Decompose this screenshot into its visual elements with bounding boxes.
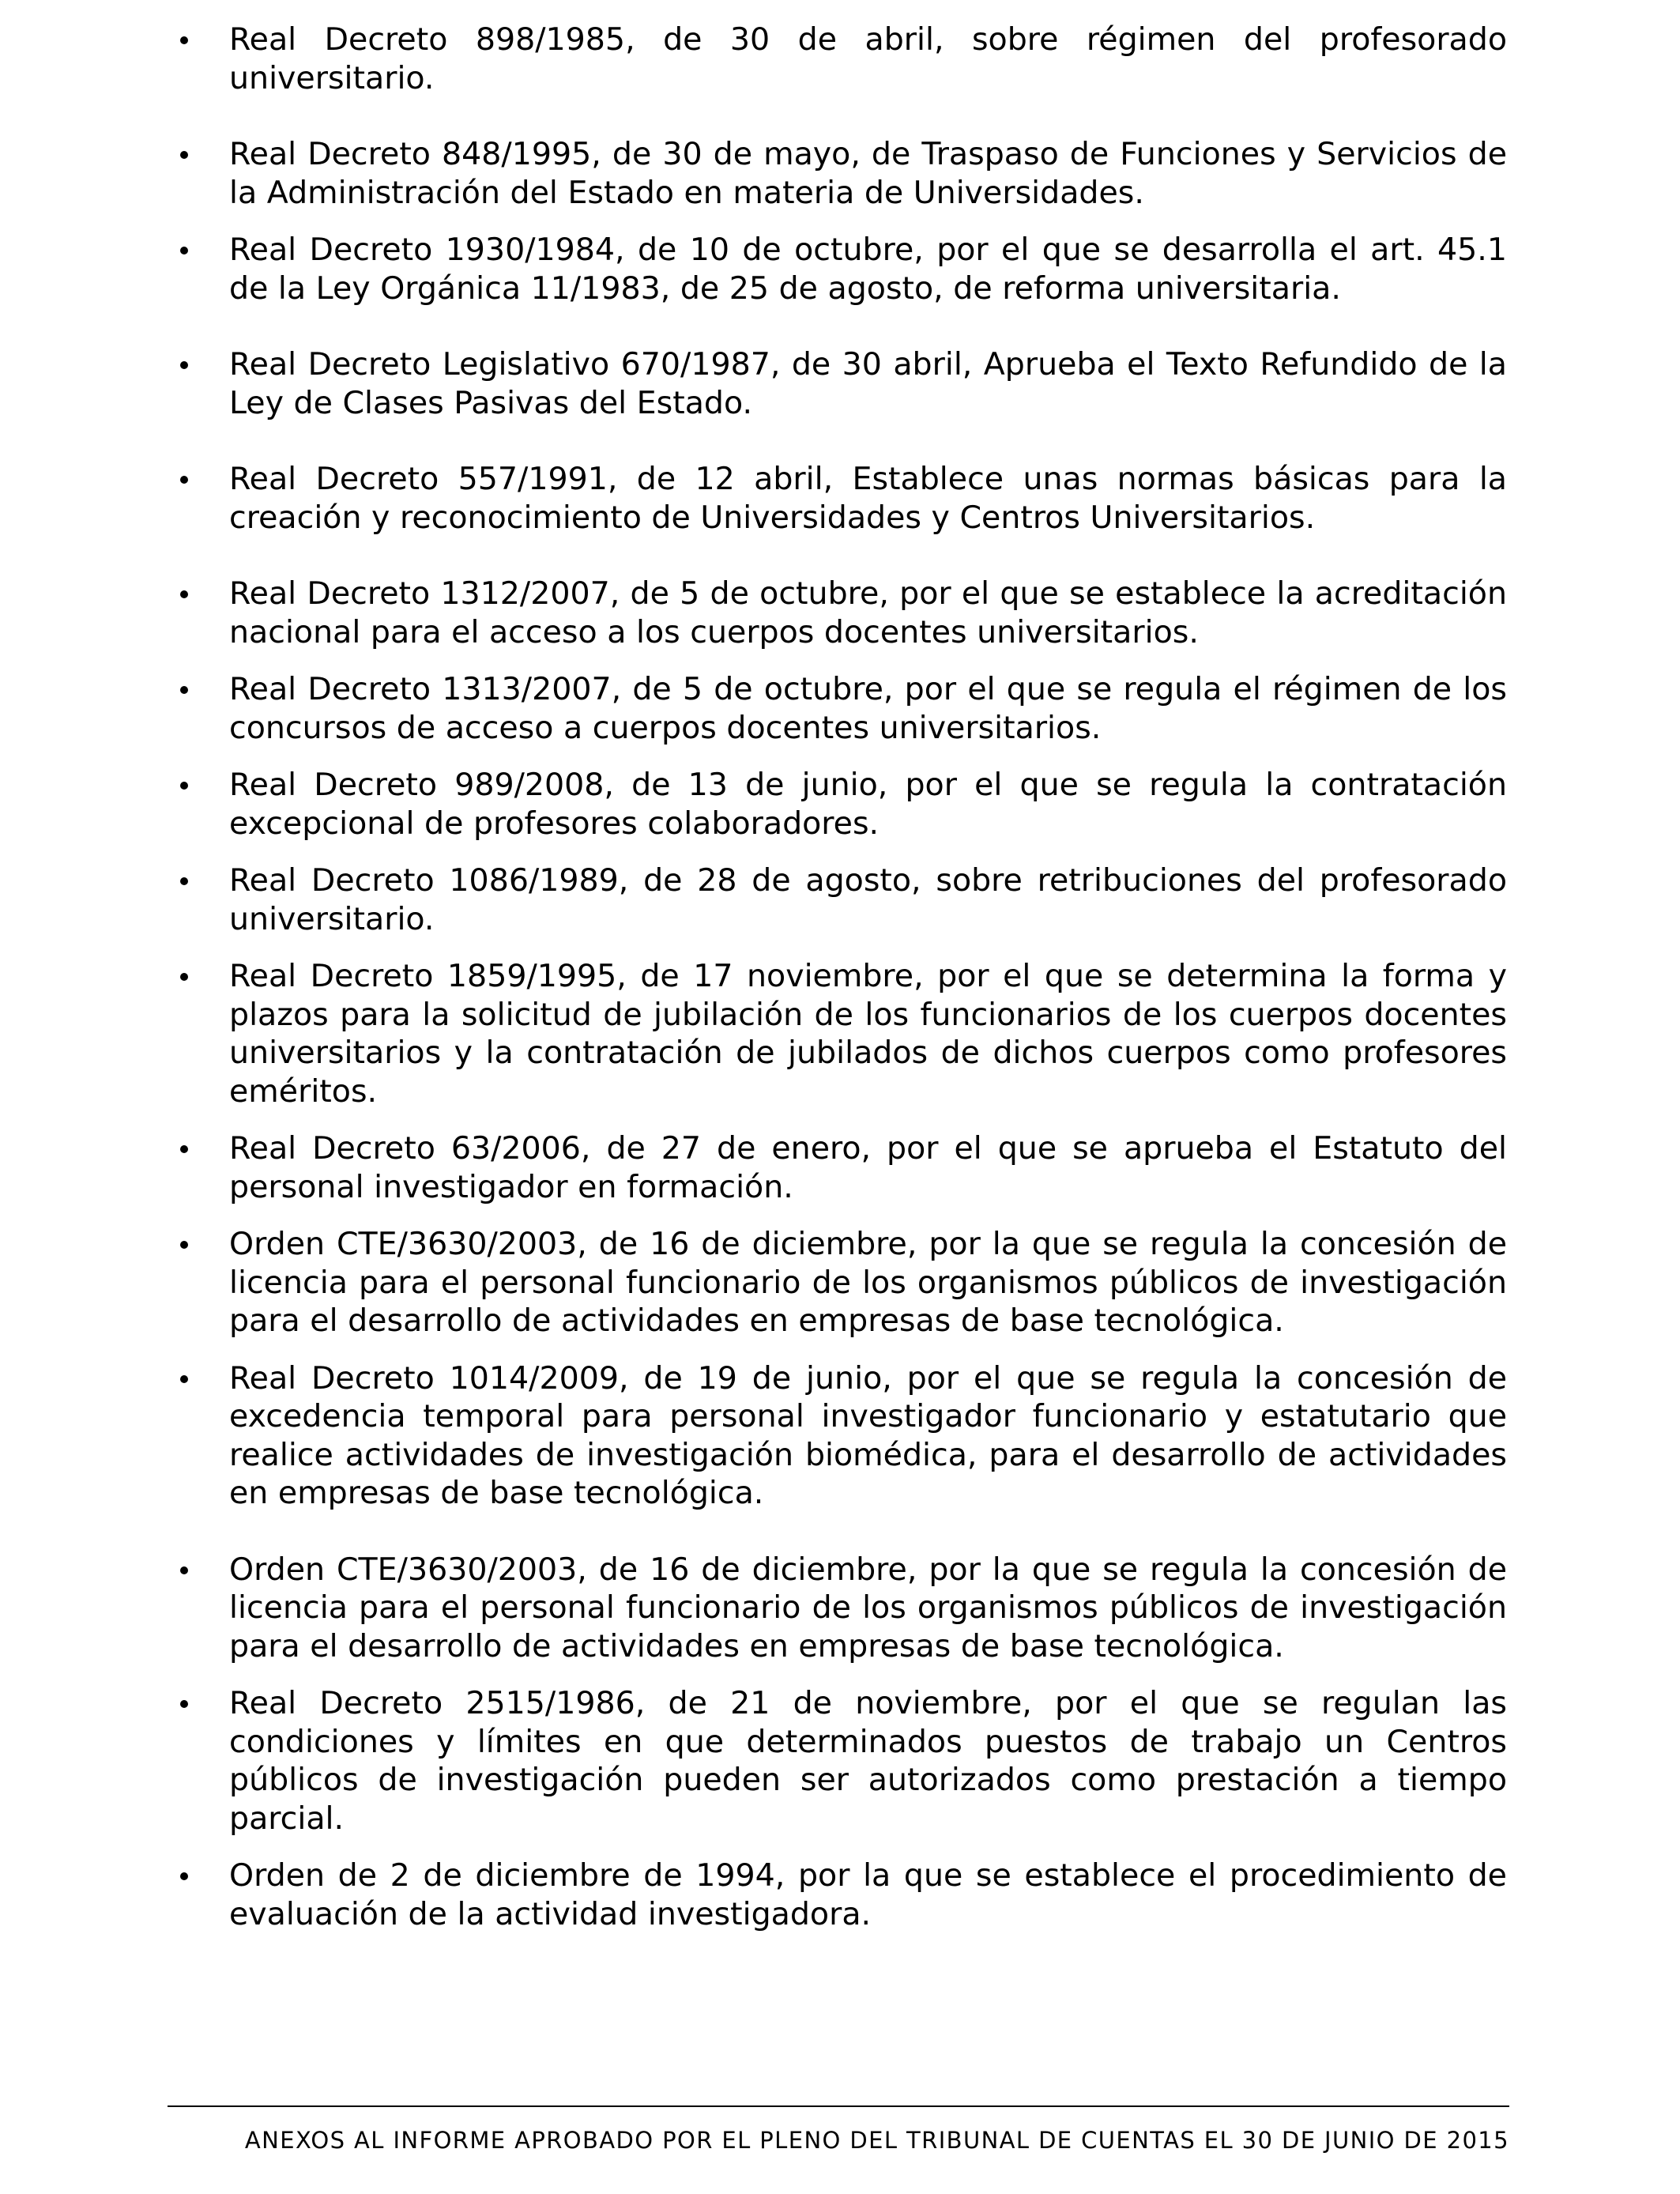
list-item-text: Orden CTE/3630/2003, de 16 de diciembre, por la que se regula la concesión de licencia para el personal funcionario de los organismos públicos de investigación para el desarrollo de actividades en empresas de base tecnológica. <box>229 1551 1507 1664</box>
bullet-icon <box>180 361 188 369</box>
list-item <box>168 1359 1507 1513</box>
list-item-text: Real Decreto 1014/2009, de 19 de junio, por el que se regula la concesión de excedencia temporal para personal investigador funcionario y estatutario que realice actividades de investigación biomédica, para el desarrollo de actividades en empresas de base tecnológica. <box>229 1359 1507 1511</box>
legislation-list <box>168 21 1507 1952</box>
bullet-icon <box>180 1566 188 1574</box>
list-item-text: Real Decreto 989/2008, de 13 de junio, por el que se regula la contratación excepcional de profesores colaboradores. <box>229 767 1507 842</box>
list-item-text: Real Decreto 1086/1989, de 28 de agosto, sobre retribuciones del profesorado universitario. <box>229 862 1507 937</box>
list-item-text: Real Decreto 2515/1986, de 21 de noviembre, por el que se regulan las condiciones y límites en que determinados puestos de trabajo un Centros públicos de investigación pueden ser autorizados como prestación a tiempo parcial. <box>229 1685 1507 1837</box>
bullet-icon <box>180 973 188 981</box>
list-item <box>168 1551 1507 1666</box>
bullet-icon <box>180 877 188 885</box>
list-item-text: Real Decreto 1312/2007, de 5 de octubre, por el que se establece la acreditación nacional para el acceso a los cuerpos docentes universitarios. <box>229 575 1507 650</box>
list-item <box>168 21 1507 97</box>
list-item-text: Real Decreto 63/2006, de 27 de enero, por el que se aprueba el Estatuto del personal investigador en formación. <box>229 1130 1507 1205</box>
page-footer: ANEXOS AL INFORME APROBADO POR EL PLENO DEL TRIBUNAL DE CUENTAS EL 30 DE JUNIO DE 2015 <box>244 2127 1509 2154</box>
list-item <box>168 575 1507 651</box>
list-item <box>168 460 1507 537</box>
list-item-text: Real Decreto 898/1985, de 30 de abril, sobre régimen del profesorado universitario. <box>229 21 1507 96</box>
list-item <box>168 1129 1507 1206</box>
bullet-icon <box>180 1700 188 1708</box>
list-item <box>168 766 1507 843</box>
list-item <box>168 135 1507 212</box>
list-item-text: Real Decreto Legislativo 670/1987, de 30 abril, Aprueba el Texto Refundido de la Ley de Clases Pasivas del Estado. <box>229 346 1507 421</box>
list-item <box>168 1857 1507 1933</box>
bullet-icon <box>180 686 188 694</box>
bullet-icon <box>180 151 188 159</box>
list-item <box>168 1684 1507 1838</box>
list-item-text: Orden CTE/3630/2003, de 16 de diciembre, por la que se regula la concesión de licencia para el personal funcionario de los organismos públicos de investigación para el desarrollo de actividades en empresas de base tecnológica. <box>229 1226 1507 1339</box>
list-item-text: Real Decreto 1313/2007, de 5 de octubre, por el que se regula el régimen de los concursos de acceso a cuerpos docentes universitarios. <box>229 671 1507 746</box>
bullet-icon <box>180 247 188 254</box>
list-item <box>168 670 1507 747</box>
footer-divider <box>168 2105 1509 2107</box>
list-item <box>168 957 1507 1110</box>
bullet-icon <box>180 1872 188 1880</box>
bullet-icon <box>180 1145 188 1153</box>
bullet-icon <box>180 476 188 484</box>
bullet-icon <box>180 590 188 598</box>
bullet-icon <box>180 1241 188 1249</box>
list-item-text: Orden de 2 de diciembre de 1994, por la que se establece el procedimiento de evaluación de la actividad investigadora. <box>229 1857 1507 1932</box>
list-item-text: Real Decreto 1859/1995, de 17 noviembre, por el que se determina la forma y plazos para la solicitud de jubilación de los funcionarios de los cuerpos docentes universitarios y la contratación de jubilados de dichos cuerpos como profesores eméritos. <box>229 958 1507 1110</box>
list-item <box>168 345 1507 422</box>
list-item <box>168 231 1507 307</box>
bullet-icon <box>180 1375 188 1383</box>
list-item-text: Real Decreto 557/1991, de 12 abril, Establece unas normas básicas para la creación y reconocimiento de Universidades y Centros Universitarios. <box>229 461 1507 536</box>
bullet-icon <box>180 782 188 790</box>
list-item-text: Real Decreto 1930/1984, de 10 de octubre, por el que se desarrolla el art. 45.1 de la Ley Orgánica 11/1983, de 25 de agosto, de reforma universitaria. <box>229 232 1507 307</box>
list-item-text: Real Decreto 848/1995, de 30 de mayo, de Traspaso de Funciones y Servicios de la Administración del Estado en materia de Universidades. <box>229 136 1507 211</box>
bullet-icon <box>180 36 188 44</box>
list-item <box>168 861 1507 938</box>
list-item <box>168 1225 1507 1340</box>
